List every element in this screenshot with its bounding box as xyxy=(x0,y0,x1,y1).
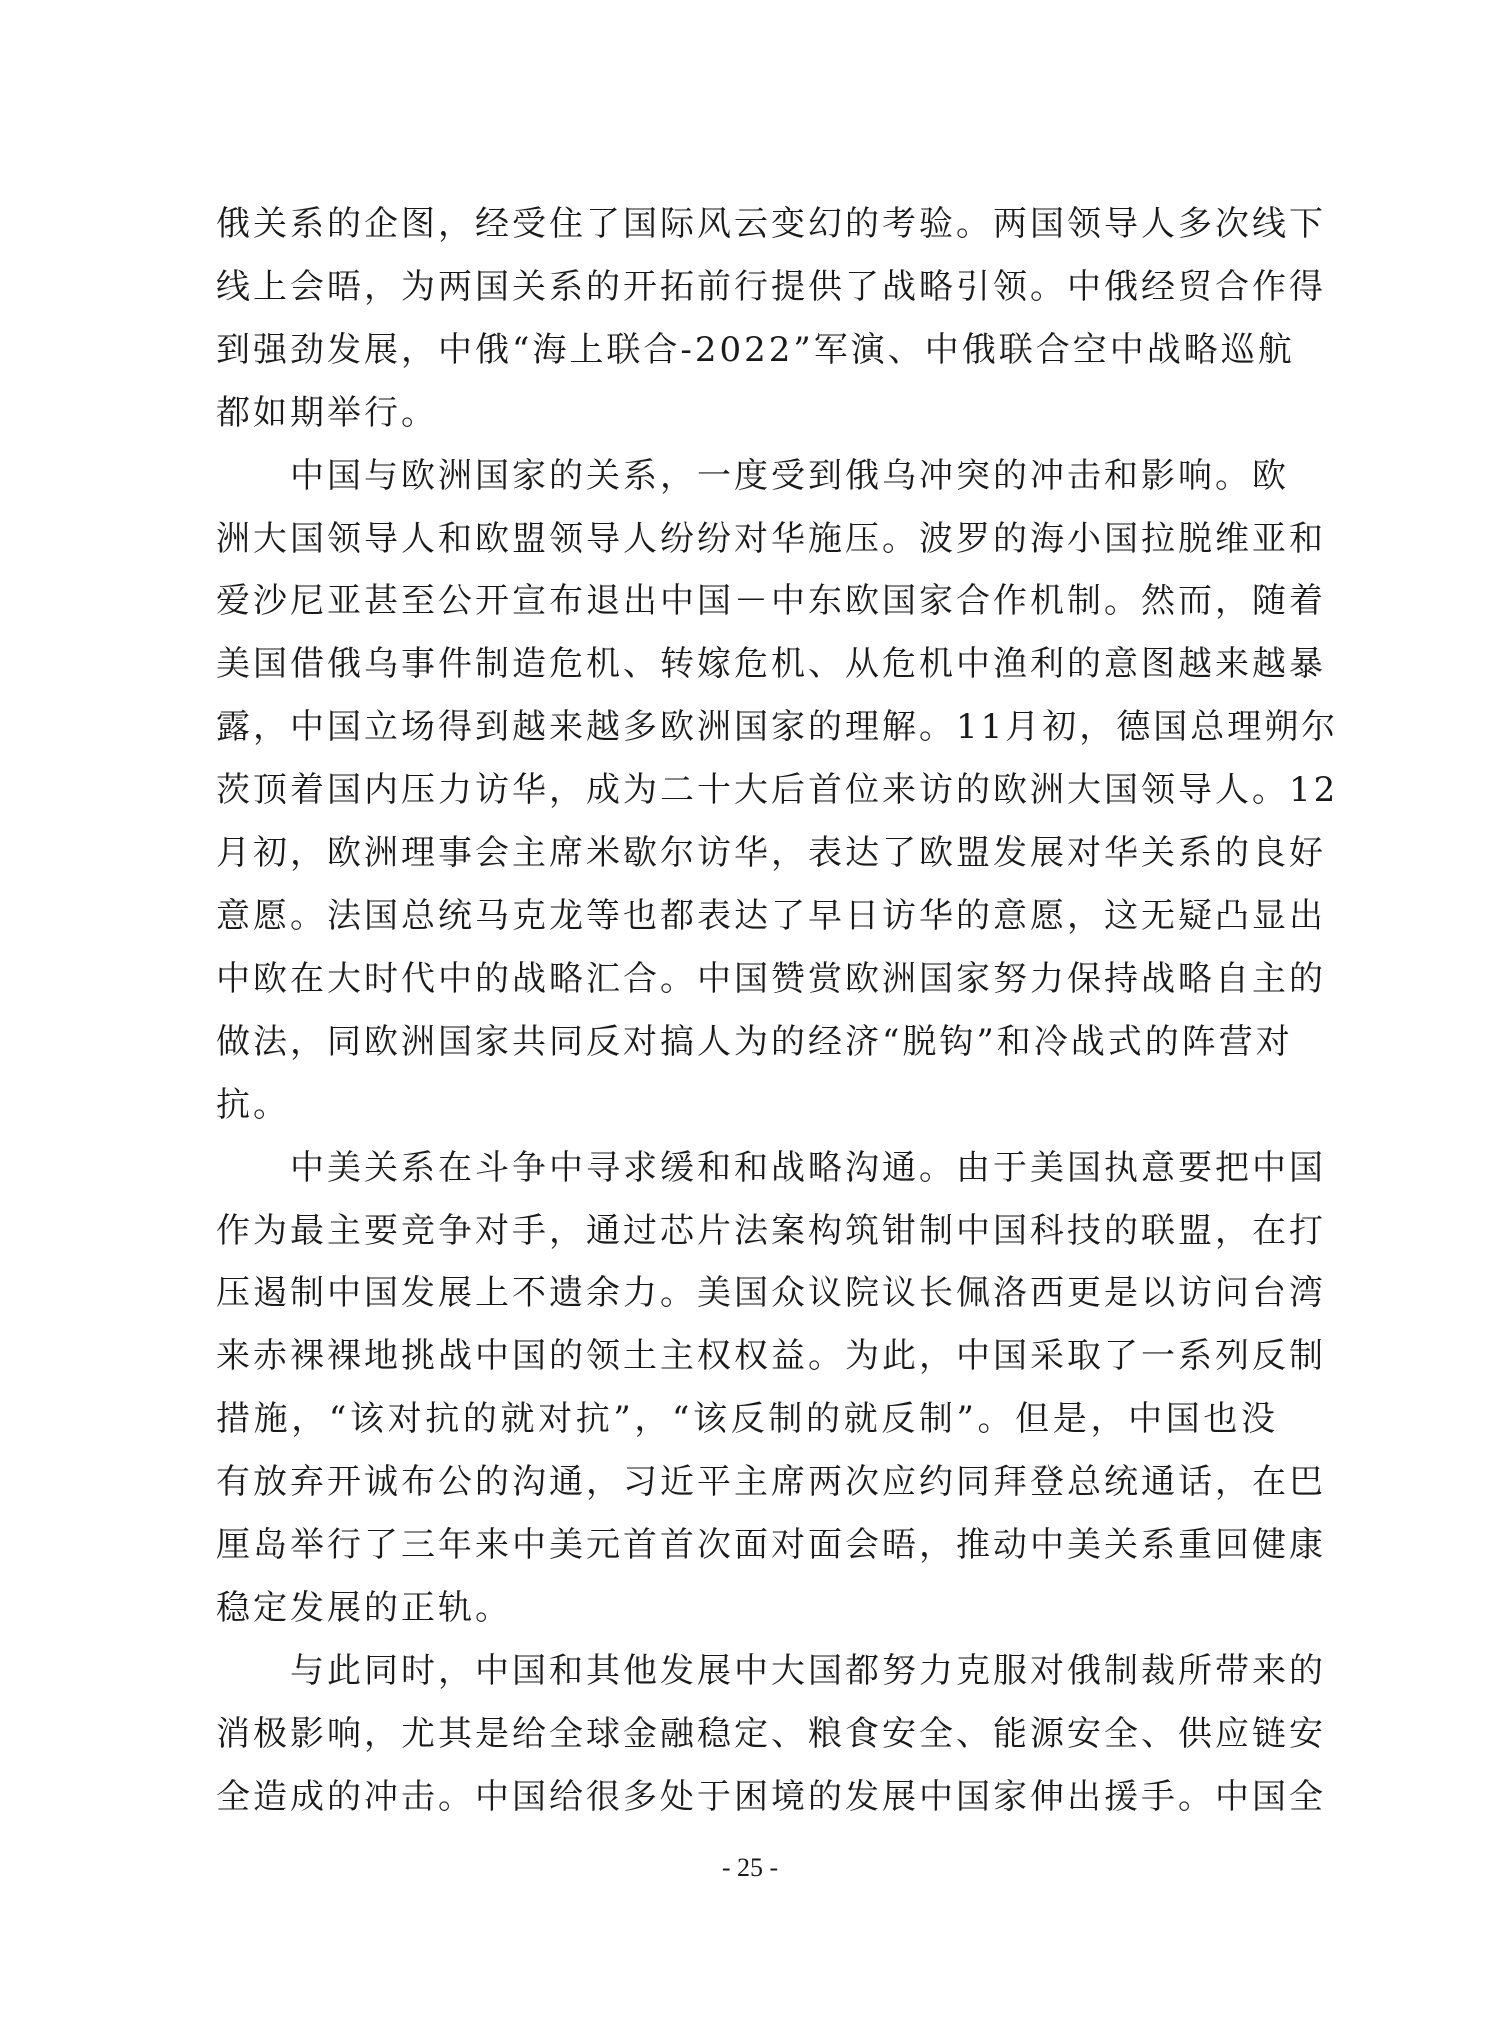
text-line: 全造成的冲击。中国给很多处于困境的发展中国家伸出援手。中国全 xyxy=(216,1776,1326,1817)
text-line: 露，中国立场得到越来越多欧洲国家的理解。11月初，德国总理朔尔 xyxy=(216,707,1339,748)
paragraph-3 xyxy=(216,1137,1326,1640)
text-line: 有放弃开诚布公的沟通，习近平主席两次应约同拜登总统通话，在巴 xyxy=(216,1462,1326,1503)
text-line: 爱沙尼亚甚至公开宣布退出中国－中东欧国家合作机制。然而，随着 xyxy=(216,581,1326,622)
text-line: 到强劲发展，中俄“海上联合-2022”军演、中俄联合空中战略巡航 xyxy=(216,329,1295,370)
paragraph-2 xyxy=(216,445,1339,1137)
paragraph-1 xyxy=(216,193,1326,445)
page-number: - 25 - xyxy=(721,1853,779,1882)
body-text xyxy=(216,193,1339,1829)
text-line: 都如期举行。 xyxy=(216,392,438,433)
text-line: 中欧在大时代中的战略汇合。中国赞赏欧洲国家努力保持战略自主的 xyxy=(216,958,1326,999)
text-line: 俄关系的企图，经受住了国际风云变幻的考验。两国领导人多次线下 xyxy=(216,204,1326,244)
text-line: 中美关系在斗争中寻求缓和和战略沟通。由于美国执意要把中国 xyxy=(290,1147,1326,1188)
paragraph-4 xyxy=(216,1640,1326,1829)
text-line: 月初，欧洲理事会主席米歇尔访华，表达了欧盟发展对华关系的良好 xyxy=(216,833,1326,874)
text-line: 作为最主要竞争对手，通过芯片法案构筑钳制中国科技的联盟，在打 xyxy=(216,1210,1326,1251)
text-line: 来赤裸裸地挑战中国的领土主权权益。为此，中国采取了一系列反制 xyxy=(216,1336,1326,1377)
text-line: 消极影响，尤其是给全球金融稳定、粮食安全、能源安全、供应链安 xyxy=(216,1713,1326,1754)
text-line: 中国与欧洲国家的关系，一度受到俄乌冲突的冲击和影响。欧 xyxy=(290,455,1289,496)
text-line: 抗。 xyxy=(216,1084,290,1125)
text-line: 压遏制中国发展上不遗余力。美国众议院议长佩洛西更是以访问台湾 xyxy=(216,1273,1326,1314)
text-line: 意愿。法国总统马克龙等也都表达了早日访华的意愿，这无疑凸显出 xyxy=(216,895,1326,936)
text-line: 稳定发展的正轨。 xyxy=(216,1587,512,1628)
text-line: 线上会晤，为两国关系的开拓前行提供了战略引领。中俄经贸合作得 xyxy=(216,266,1326,307)
text-line: 厘岛举行了三年来中美元首首次面对面会晤，推动中美关系重回健康 xyxy=(216,1525,1326,1566)
text-line: 做法，同欧洲国家共同反对搞人为的经济“脱钩”和冷战式的阵营对 xyxy=(216,1021,1293,1062)
text-line: 措施，“该对抗的就对抗”，“该反制的就反制”。但是，中国也没 xyxy=(216,1399,1278,1440)
text-line: 美国借俄乌事件制造危机、转嫁危机、从危机中渔利的意图越来越暴 xyxy=(216,644,1326,685)
text-line: 茨顶着国内压力访华，成为二十大后首位来访的欧洲大国领导人。12 xyxy=(216,770,1339,811)
text-line: 洲大国领导人和欧盟领导人纷纷对华施压。波罗的海小国拉脱维亚和 xyxy=(216,518,1326,559)
text-line: 与此同时，中国和其他发展中大国都努力克服对俄制裁所带来的 xyxy=(290,1650,1326,1691)
